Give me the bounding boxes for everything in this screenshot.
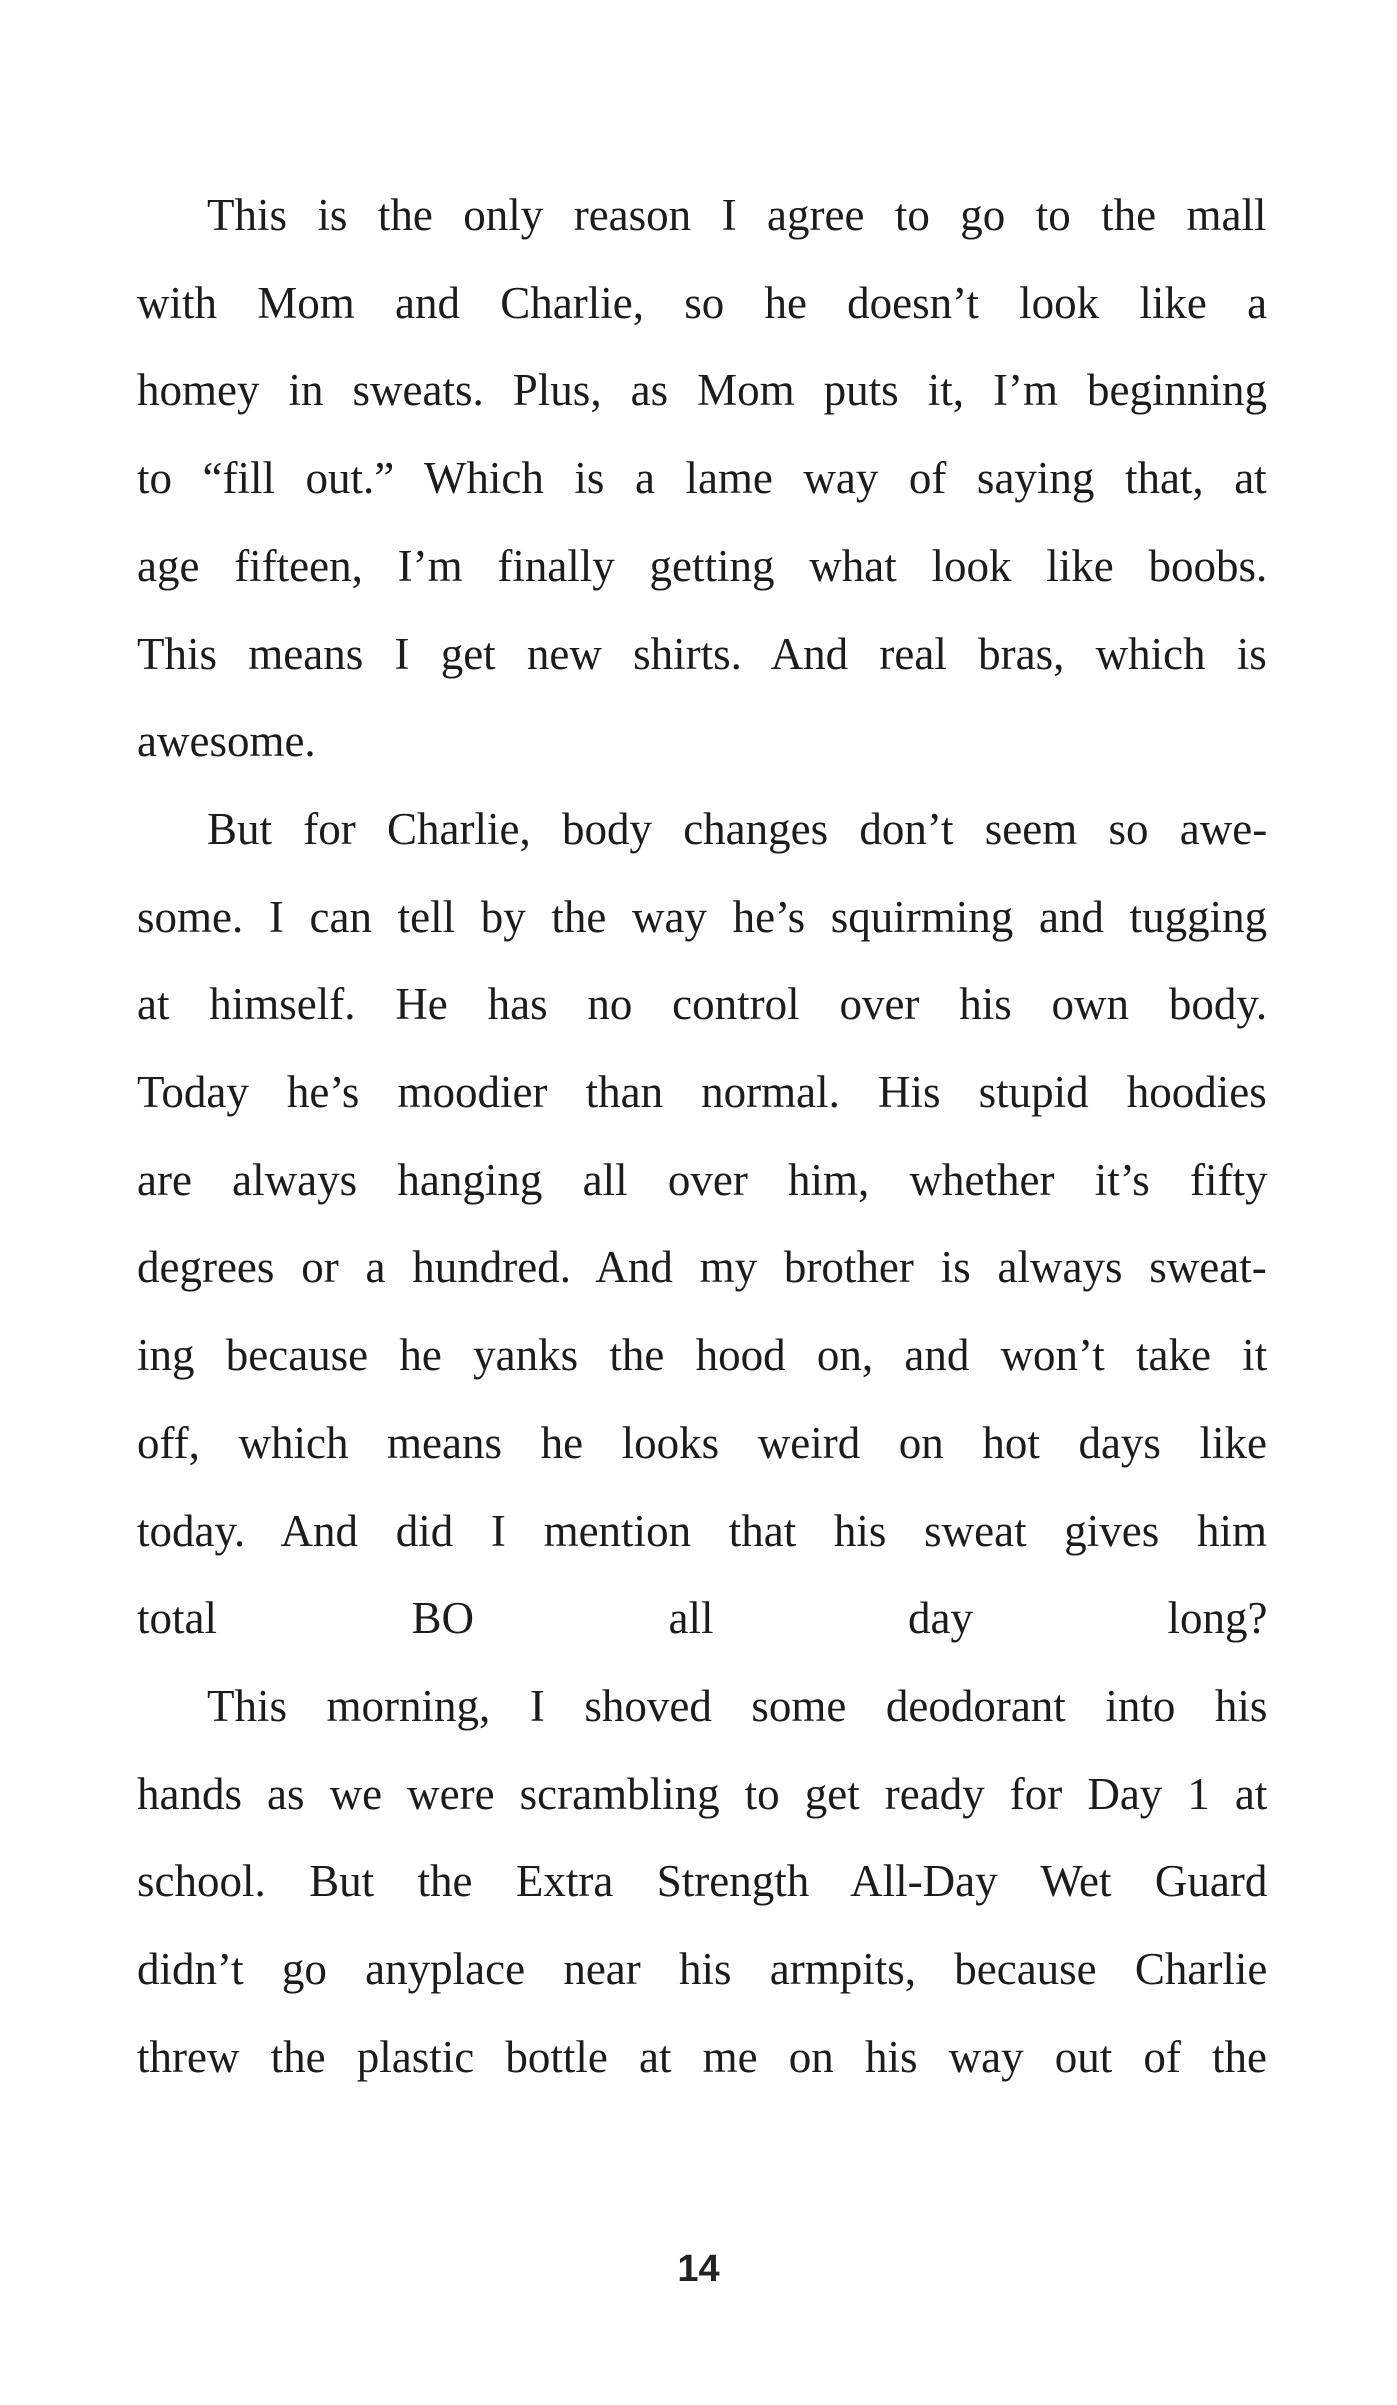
text-line: Today he’s moodier than normal. His stupid hoodies (137, 1067, 1267, 1118)
text-line: threw the plastic bottle at me on his way out of the (137, 2031, 1268, 2082)
page-number: 14 (677, 2248, 720, 2290)
text-line: to “fill out.” Which is a lame way of saying that, at (137, 453, 1267, 504)
text-line: This means I get new shirts. And real bras, which is (137, 628, 1267, 679)
text-line: are always hanging all over him, whether it’s fifty (137, 1154, 1268, 1205)
text-line: school. But the Extra Strength All-Day Wet Guard (137, 1856, 1268, 1907)
paragraph-1 (137, 172, 1267, 786)
text-line: But for Charlie, body changes don’t seem so awe- (207, 803, 1268, 854)
text-line: ing because he yanks the hood on, and won’t take it (137, 1330, 1268, 1381)
text-line: hands as we were scrambling to get ready for Day 1 at (137, 1768, 1268, 1819)
text-line: age fifteen, I’m finally getting what look like boobs. (137, 540, 1268, 591)
text-line: total BO all day long? (137, 1593, 1268, 1644)
text-line: This morning, I shoved some deodorant into his (207, 1680, 1268, 1731)
text-line: at himself. He has no control over his own body. (137, 979, 1268, 1030)
text-line: degrees or a hundred. And my brother is always sweat- (137, 1242, 1267, 1293)
text-line: some. I can tell by the way he’s squirming and tugging (137, 891, 1268, 942)
text-line: This is the only reason I agree to go to the mall (207, 190, 1267, 240)
body-text (137, 172, 1267, 2101)
paragraph-2 (137, 786, 1267, 1663)
text-line: off, which means he looks weird on hot days like (137, 1417, 1268, 1468)
text-line: with Mom and Charlie, so he doesn’t look like a (137, 277, 1268, 328)
text-line: awesome. (137, 716, 316, 767)
text-line: homey in sweats. Plus, as Mom puts it, I’m beginning (137, 365, 1267, 416)
paragraph-3 (137, 1663, 1267, 2102)
text-line: didn’t go anyplace near his armpits, because Charlie (137, 1944, 1268, 1995)
text-line: today. And did I mention that his sweat gives him (137, 1505, 1267, 1556)
